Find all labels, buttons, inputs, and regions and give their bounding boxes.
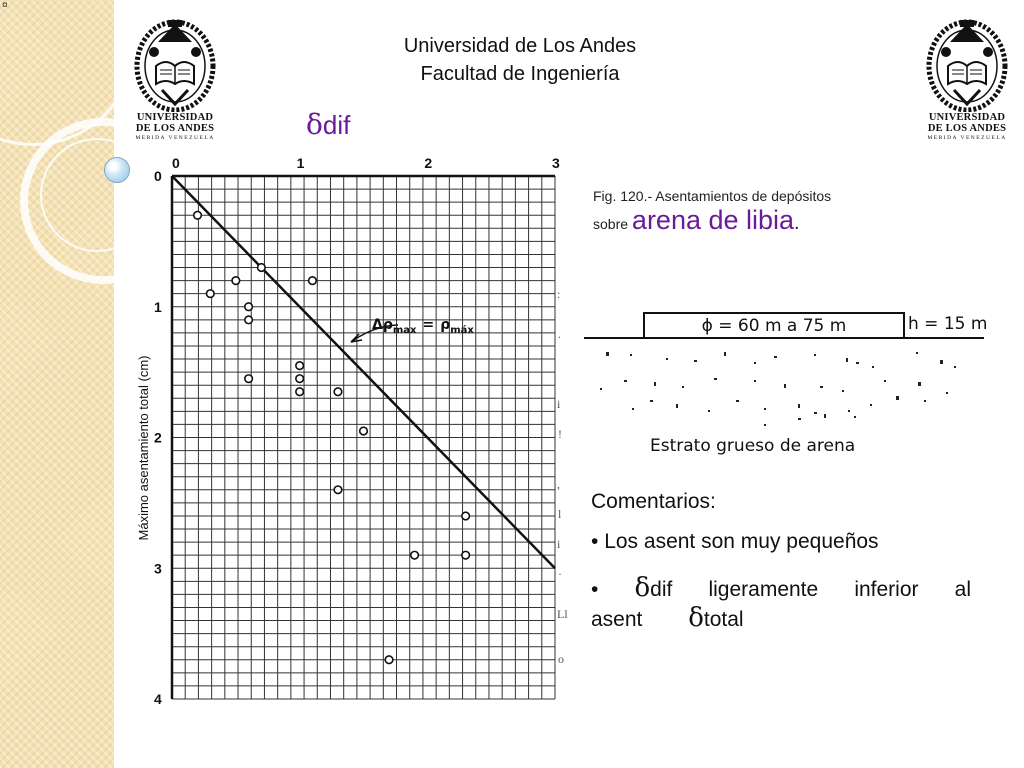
data-point bbox=[385, 656, 393, 664]
sand-grain bbox=[854, 416, 856, 418]
sand-grain bbox=[814, 412, 817, 414]
sand-grain bbox=[708, 410, 710, 412]
sand-grain bbox=[714, 378, 717, 380]
data-point bbox=[258, 264, 266, 272]
data-point bbox=[411, 551, 419, 559]
data-point bbox=[194, 211, 202, 219]
data-point bbox=[232, 277, 240, 285]
sand-grain bbox=[632, 408, 634, 410]
sand-grain bbox=[848, 410, 850, 412]
logo-name-line1: UNIVERSIDAD bbox=[136, 112, 214, 123]
edge-mark: i bbox=[557, 397, 561, 411]
sand-grain bbox=[954, 366, 956, 368]
foundation-diagram bbox=[584, 300, 994, 460]
sand-grain bbox=[754, 362, 756, 364]
sand-grain bbox=[764, 408, 766, 410]
comments-heading: Comentarios: bbox=[591, 490, 716, 513]
header bbox=[350, 32, 690, 88]
figure-caption bbox=[593, 186, 923, 234]
y-tick-label: 3 bbox=[154, 560, 162, 577]
comment-text: asent bbox=[591, 608, 643, 631]
x-tick-labels bbox=[172, 155, 560, 171]
y-tick-label: 0 bbox=[154, 168, 162, 184]
footing-label: ϕ = 60 m a 75 m bbox=[701, 316, 847, 336]
sand-grain bbox=[736, 400, 739, 402]
x-tick-label: 3 bbox=[552, 155, 560, 171]
sand-grain bbox=[650, 400, 653, 402]
decorative-side-panel bbox=[0, 0, 114, 768]
right-edge-marks bbox=[557, 287, 568, 666]
data-point bbox=[334, 388, 342, 396]
equation-annotation bbox=[351, 317, 474, 342]
comment-line bbox=[591, 574, 971, 604]
sand-grain bbox=[842, 390, 844, 392]
sand-grain bbox=[630, 354, 632, 356]
sand-grain bbox=[682, 386, 684, 388]
data-point bbox=[207, 290, 215, 298]
y-tick-labels bbox=[154, 168, 162, 707]
sand-grain bbox=[654, 382, 656, 386]
sand-grain bbox=[600, 388, 602, 390]
sand-grain bbox=[946, 392, 948, 394]
data-point bbox=[334, 486, 342, 494]
sand-grain bbox=[856, 362, 859, 364]
sand-grain bbox=[694, 360, 697, 362]
x-tick-label: 0 bbox=[172, 155, 180, 171]
sand-grain bbox=[916, 352, 918, 354]
sand-grain bbox=[846, 358, 848, 362]
sand-grain bbox=[870, 404, 872, 406]
depth-label: h = 15 m bbox=[908, 314, 988, 334]
sand-grain bbox=[784, 384, 786, 388]
x-tick-label: 1 bbox=[296, 155, 305, 171]
corner-mark: ¤ bbox=[2, 0, 8, 11]
sand-grain bbox=[896, 396, 899, 400]
delta-symbol: δ bbox=[634, 573, 651, 603]
sand-grain bbox=[884, 380, 886, 382]
edge-mark: , bbox=[557, 477, 560, 491]
caption-prefix: sobre bbox=[593, 216, 629, 232]
caption-line2 bbox=[593, 205, 923, 235]
caption-line1: Fig. 120.- Asentamientos de depósitos bbox=[593, 188, 832, 204]
data-point bbox=[296, 375, 304, 383]
comment-line-continuation bbox=[591, 604, 971, 634]
edge-mark: l bbox=[558, 507, 562, 521]
data-point bbox=[360, 427, 368, 435]
comment-text: Los asent son muy pequeños bbox=[604, 530, 879, 553]
data-point bbox=[462, 551, 470, 559]
logo-subtitle: MERIDA VENEZUELA bbox=[135, 135, 215, 141]
caption-end: . bbox=[794, 212, 800, 234]
edge-mark: o bbox=[558, 652, 564, 666]
sand-grain bbox=[676, 404, 678, 408]
sand-grain bbox=[872, 366, 874, 368]
sand-grain bbox=[624, 380, 627, 382]
edge-mark: i bbox=[557, 537, 561, 551]
annotation-lhs-sub: max bbox=[392, 325, 417, 336]
data-point bbox=[245, 303, 253, 311]
sand-grain bbox=[940, 360, 943, 364]
university-name: Universidad de Los Andes bbox=[403, 35, 637, 57]
comment-text: total bbox=[703, 608, 744, 631]
bullet: • bbox=[591, 530, 599, 553]
data-point bbox=[296, 388, 304, 396]
comments-section bbox=[591, 488, 971, 652]
logo-name-line2: DE LOS ANDES bbox=[135, 123, 215, 134]
sand-grain bbox=[754, 380, 756, 382]
annotation-rhs: ρ bbox=[440, 317, 451, 333]
comment-text: dif ligeramente inferior al bbox=[650, 578, 971, 601]
bullet: • bbox=[591, 578, 599, 601]
university-seal-icon bbox=[132, 12, 218, 112]
y-axis-label: Máximo asentamiento total (cm) bbox=[136, 355, 151, 541]
slide-title bbox=[306, 108, 350, 141]
annotation-lhs: Δρ bbox=[372, 317, 393, 333]
sand-grain bbox=[798, 418, 801, 420]
data-point bbox=[245, 375, 253, 383]
sand-grain bbox=[798, 404, 800, 408]
x-tick-label: 2 bbox=[424, 155, 433, 171]
logo-subtitle: MERIDA VENEZUELA bbox=[927, 135, 1007, 141]
edge-mark: ! bbox=[558, 427, 562, 441]
stratum-label: Estrato grueso de arena bbox=[650, 436, 856, 456]
data-point bbox=[296, 362, 304, 370]
sand-grain bbox=[724, 352, 726, 356]
faculty-name: Facultad de Ingeniería bbox=[420, 63, 620, 85]
slide-title-text: dif bbox=[322, 110, 351, 140]
chart-grid bbox=[172, 176, 555, 699]
university-logo-left bbox=[130, 12, 220, 141]
y-tick-label: 2 bbox=[154, 429, 162, 446]
data-point bbox=[462, 512, 470, 520]
annotation-eq: = bbox=[422, 317, 435, 333]
sand-grain bbox=[606, 352, 609, 356]
data-point bbox=[309, 277, 317, 285]
comment-item bbox=[591, 574, 971, 634]
logo-name-line1: UNIVERSIDAD bbox=[928, 112, 1006, 123]
university-seal-icon bbox=[924, 12, 1010, 112]
sand-grain bbox=[764, 424, 766, 426]
y-tick-label: 1 bbox=[154, 298, 162, 315]
settlement-chart bbox=[128, 148, 568, 710]
sand-texture bbox=[600, 352, 956, 426]
sand-grain bbox=[814, 354, 816, 356]
caption-highlight: arena de libia bbox=[631, 205, 795, 235]
sand-grain bbox=[924, 400, 926, 402]
sand-grain bbox=[774, 356, 777, 358]
sand-grain bbox=[824, 414, 826, 418]
edge-mark: Ll bbox=[557, 607, 568, 621]
logo-name-line2: DE LOS ANDES bbox=[927, 123, 1007, 134]
y-tick-label: 4 bbox=[154, 691, 162, 707]
delta-symbol: δ bbox=[688, 603, 704, 633]
delta-symbol: δ bbox=[306, 108, 323, 141]
sand-grain bbox=[820, 386, 823, 388]
decorative-bubble bbox=[104, 157, 130, 183]
sand-grain bbox=[666, 358, 668, 360]
comment-item bbox=[591, 528, 971, 556]
annotation-rhs-sub: máx bbox=[450, 325, 474, 336]
university-logo-right bbox=[922, 12, 1012, 141]
edge-mark: . bbox=[558, 327, 561, 341]
edge-mark: · bbox=[558, 567, 562, 581]
edge-mark: : bbox=[557, 287, 561, 301]
sand-grain bbox=[918, 382, 921, 386]
data-point bbox=[245, 316, 253, 324]
